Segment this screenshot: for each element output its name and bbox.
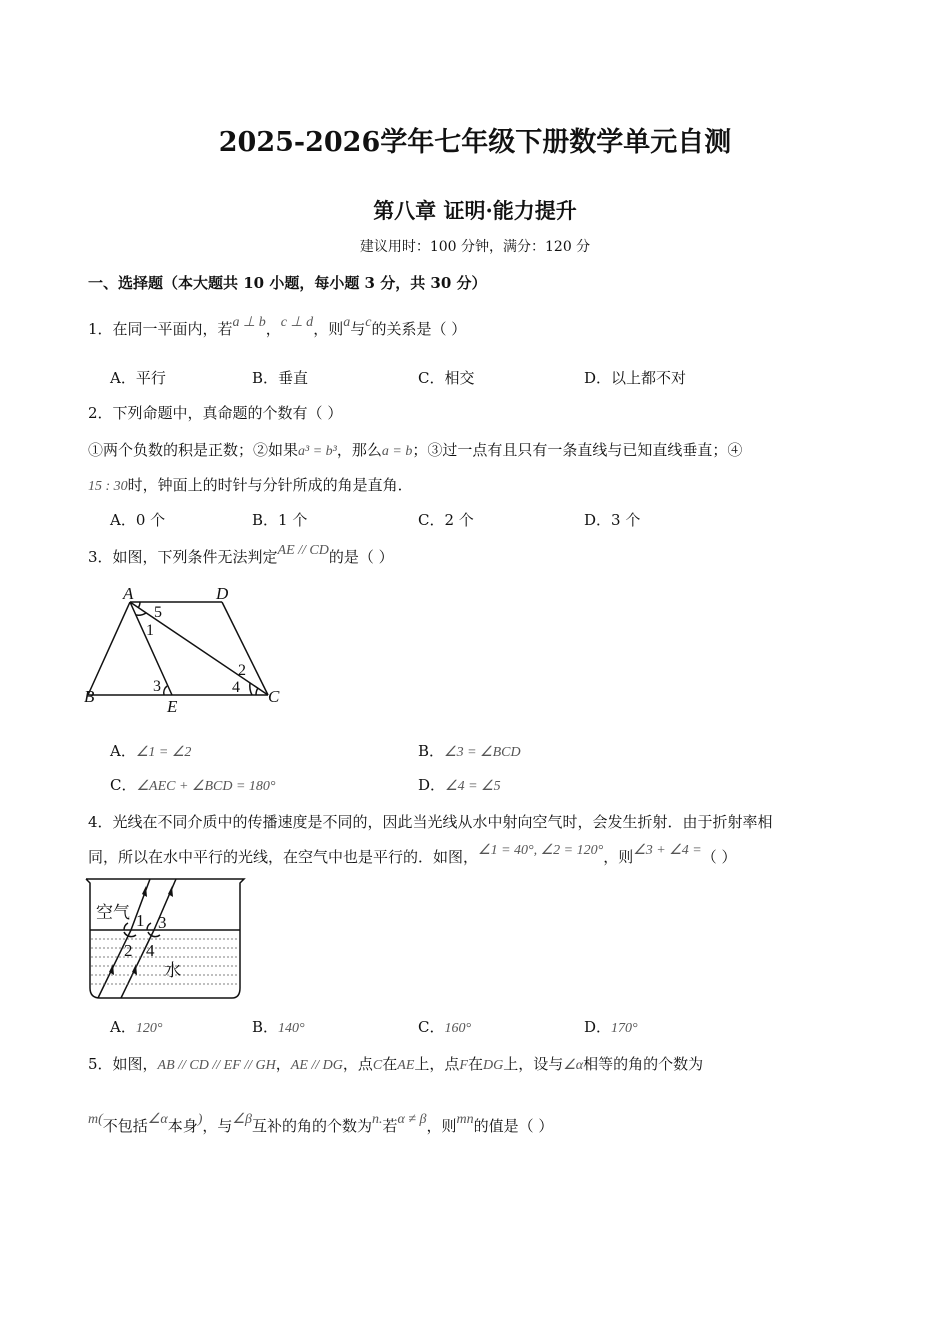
math: 140°	[278, 1021, 305, 1036]
q3-option-a	[110, 740, 191, 761]
angle-4: 4	[146, 941, 155, 960]
math: ∠3 = ∠BCD	[444, 745, 521, 760]
math: 160°	[444, 1021, 472, 1036]
text: ，	[275, 1055, 291, 1073]
question-4-line1: 4．光线在不同介质中的传播速度是不同的，因此当光线从水中射向空气时，会发生折射．由于折射率相	[88, 813, 773, 831]
q3-option-b	[418, 740, 521, 761]
math: α ≠ β	[397, 1112, 427, 1127]
beaker-refraction-figure	[84, 876, 254, 1004]
label-c: C	[268, 687, 280, 706]
q4-option-a	[110, 1016, 162, 1037]
math: ∠β	[232, 1112, 252, 1127]
question-5-line1	[88, 1053, 703, 1074]
text: A．	[110, 1018, 136, 1036]
text: 的关系是（ ）	[371, 320, 467, 338]
math: mn	[456, 1112, 474, 1127]
q1-option-a: A．平行	[110, 369, 166, 387]
text: 在	[382, 1055, 398, 1073]
text: 若	[382, 1117, 398, 1135]
math: ∠3 + ∠4 =	[633, 843, 702, 858]
math: n.	[371, 1112, 383, 1127]
section-heading: 一、选择题（本大题共 10 小题，每小题 3 分，共 30 分）	[88, 274, 487, 292]
angle-2: 2	[124, 941, 133, 960]
question-5-line2	[88, 1112, 554, 1136]
text: B．	[252, 1018, 279, 1036]
text: 与	[350, 320, 366, 338]
math: )	[197, 1112, 203, 1127]
math: a ⊥ b	[232, 315, 266, 330]
angle-3: 3	[158, 913, 167, 932]
trapezoid-figure	[80, 580, 300, 720]
math: ∠1 = ∠2	[135, 745, 192, 760]
text: 在	[467, 1055, 483, 1073]
text: ，则	[603, 848, 634, 866]
angle-4: 4	[232, 679, 240, 696]
label-air: 空气	[96, 903, 130, 922]
question-2-line1	[88, 439, 742, 460]
q4-option-d	[584, 1016, 638, 1037]
question-2-stem: 2．下列命题中，真命题的个数有（ ）	[88, 404, 343, 422]
text: （ ）	[701, 848, 737, 866]
text: 相等的角的个数为	[583, 1055, 704, 1073]
q2-option-a: A．0 个	[110, 511, 166, 529]
math: 15 : 30	[88, 479, 128, 494]
q2-option-d: D．3 个	[584, 511, 641, 529]
text: 5．如图，	[88, 1055, 158, 1073]
text: ，则	[313, 320, 344, 338]
label-d: D	[216, 584, 229, 603]
math: a = b	[381, 444, 413, 459]
q1-option-b: B．垂直	[252, 369, 309, 387]
chapter-subtitle: 第八章 证明·能力提升	[373, 198, 577, 223]
math: C	[372, 1058, 383, 1073]
time-info: 建议用时：100 分钟，满分：120 分	[359, 239, 591, 255]
text: 上，设与	[503, 1055, 564, 1073]
text: ，点	[342, 1055, 373, 1073]
text: ，那么	[336, 441, 382, 459]
angle-2: 2	[238, 662, 246, 679]
q2-option-b: B．1 个	[252, 511, 308, 529]
math: AE	[397, 1058, 415, 1073]
label-b: B	[84, 687, 95, 706]
text: A．	[110, 742, 136, 760]
label-e: E	[167, 697, 178, 716]
math: AE // CD	[277, 543, 329, 558]
text: 时，钟面上的时针与分针所成的角是直角．	[127, 476, 413, 494]
q4-option-c	[418, 1016, 471, 1037]
question-4-line2	[88, 843, 737, 867]
text: B．	[418, 742, 445, 760]
math: DG	[482, 1058, 504, 1073]
math: ∠1 = 40°, ∠2 = 120°	[478, 843, 604, 858]
text: D．	[584, 1018, 612, 1036]
angle-1: 1	[136, 911, 145, 930]
text: D．	[418, 776, 446, 794]
math: AE // DG	[290, 1058, 343, 1073]
math: a³ = b³	[298, 444, 337, 459]
text: 上，点	[414, 1055, 460, 1073]
math: ∠α	[147, 1112, 168, 1127]
math: c	[365, 315, 372, 330]
angle-1: 1	[146, 622, 154, 639]
math: F	[459, 1058, 468, 1073]
text: ，	[265, 320, 281, 338]
text: 本身	[167, 1117, 198, 1135]
q1-option-d: D．以上都不对	[584, 369, 687, 387]
question-1	[88, 315, 467, 339]
math: a	[343, 315, 351, 330]
math: AB // CD // EF // GH	[157, 1058, 276, 1073]
question-3-stem	[88, 543, 394, 567]
label-water: 水	[164, 961, 181, 980]
page-title: 2025-2026学年七年级下册数学单元自测	[218, 127, 732, 158]
q3-option-d	[418, 774, 501, 795]
math: 170°	[611, 1021, 638, 1036]
text: ①两个负数的积是正数；②如果	[88, 441, 299, 459]
text: ；③过一点有且只有一条直线与已知直线垂直；④	[412, 441, 743, 459]
angle-3: 3	[153, 678, 161, 695]
math: c ⊥ d	[280, 315, 314, 330]
math: ∠AEC + ∠BCD = 180°	[136, 779, 276, 794]
label-a: A	[123, 584, 134, 603]
text: C．	[110, 776, 137, 794]
q2-option-c: C．2 个	[418, 511, 474, 529]
text: 3．如图，下列条件无法判定	[88, 548, 278, 566]
text: 的值是（ ）	[473, 1117, 554, 1135]
angle-5: 5	[154, 604, 162, 621]
text: 互补的角的个数为	[251, 1117, 372, 1135]
math: ∠α	[563, 1058, 584, 1073]
text: C．	[418, 1018, 445, 1036]
q3-option-c	[110, 774, 276, 795]
text: ，与	[202, 1117, 233, 1135]
math: 120°	[135, 1021, 163, 1036]
question-2-line2	[88, 474, 413, 495]
text: 的是（ ）	[328, 548, 394, 566]
text: ，则	[426, 1117, 457, 1135]
text: 同，所以在水中平行的光线，在空气中也是平行的．如图，	[88, 848, 479, 866]
math: ∠4 = ∠5	[445, 779, 501, 794]
q1-option-c: C．相交	[418, 369, 475, 387]
math: m(	[88, 1112, 103, 1127]
text: 不包括	[102, 1117, 148, 1135]
q4-option-b	[252, 1016, 305, 1037]
text: 1．在同一平面内，若	[88, 320, 233, 338]
